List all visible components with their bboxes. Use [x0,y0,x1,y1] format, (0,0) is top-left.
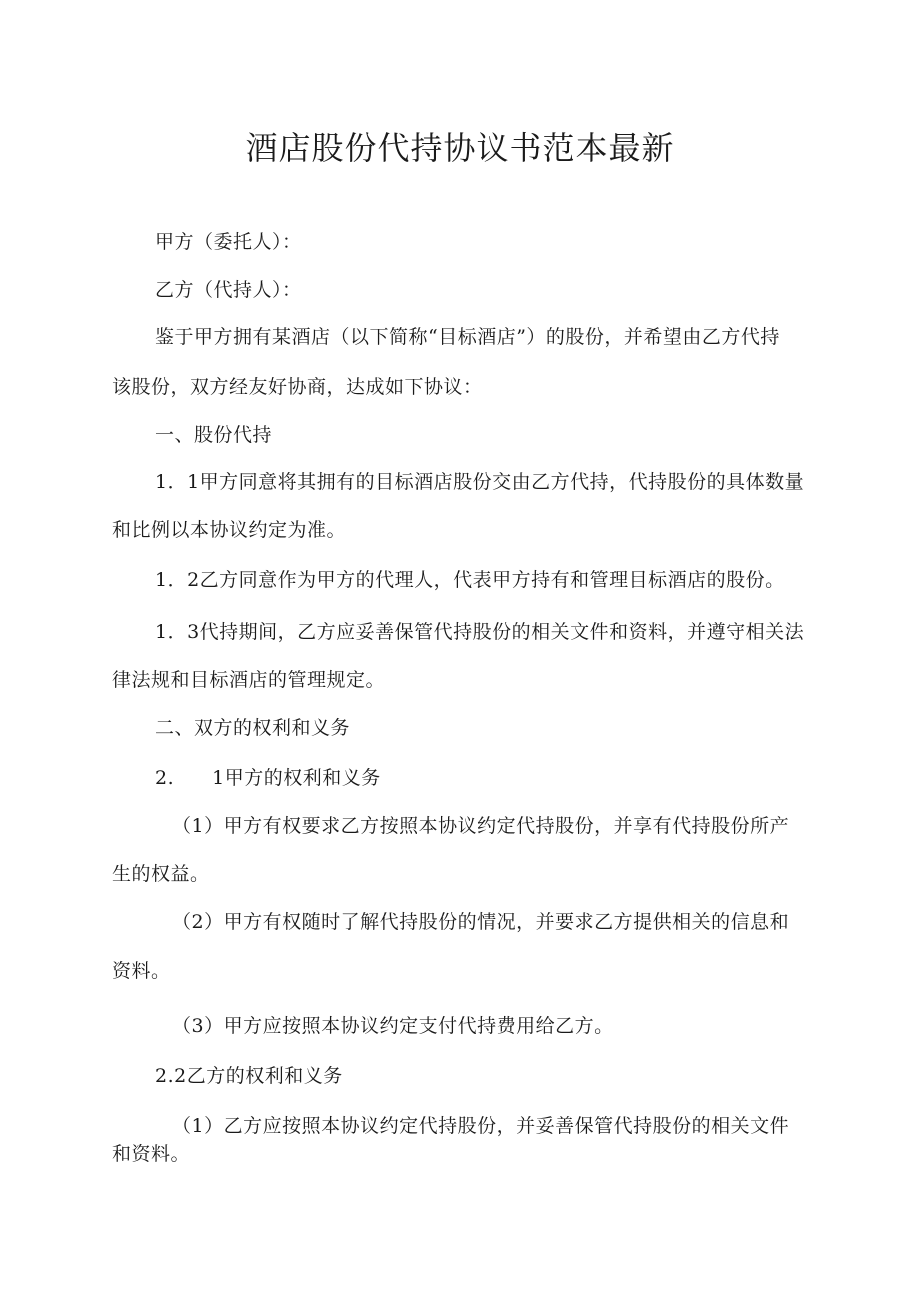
clause-2-1-heading [155,765,381,791]
clause-2-1-number: 2. [155,767,175,789]
clause-1-2: 1．2乙方同意作为甲方的代理人，代表甲方持有和管理目标酒店的股份。 [155,569,785,591]
party-b-item-1-line-2: 和资料。 [112,1143,191,1165]
clause-1-1-line-2: 和比例以本协议约定为准。 [112,519,347,541]
party-a-label: 甲方（委托人）： [155,231,302,253]
clause-1-3-line-2: 律法规和目标酒店的管理规定。 [112,669,386,691]
party-a-item-3: （3）甲方应按照本协议约定支付代持费用给乙方。 [172,1015,614,1037]
clause-2-2-heading: 2.2乙方的权利和义务 [155,1065,343,1087]
preamble-line-1: 鉴于甲方拥有某酒店（以下简称“目标酒店”）的股份，并希望由乙方代持 [155,326,780,348]
clause-2-1-text: 1甲方的权利和义务 [212,767,381,789]
clause-1-1-line-1: 1．1甲方同意将其拥有的目标酒店股份交由乙方代持，代持股份的具体数量 [155,471,805,493]
section-2-heading: 二、双方的权利和义务 [155,717,351,739]
party-a-item-2-line-1: （2）甲方有权随时了解代持股份的情况，并要求乙方提供相关的信息和 [172,911,790,933]
document-title: 酒店股份代持协议书范本最新 [245,129,675,167]
party-a-item-2-line-2: 资料。 [112,960,171,982]
party-a-item-1-line-2: 生的权益。 [112,863,210,885]
party-b-label: 乙方（代持人）： [155,279,302,301]
clause-1-3-line-1: 1．3代持期间，乙方应妥善保管代持股份的相关文件和资料，并遵守相关法 [155,621,805,643]
section-1-heading: 一、股份代持 [155,424,273,446]
party-a-item-1-line-1: （1）甲方有权要求乙方按照本协议约定代持股份，并享有代持股份所产 [172,815,790,837]
preamble-line-2: 该股份，双方经友好协商，达成如下协议： [112,376,483,398]
party-b-item-1-line-1: （1）乙方应按照本协议约定代持股份，并妥善保管代持股份的相关文件 [172,1115,790,1137]
